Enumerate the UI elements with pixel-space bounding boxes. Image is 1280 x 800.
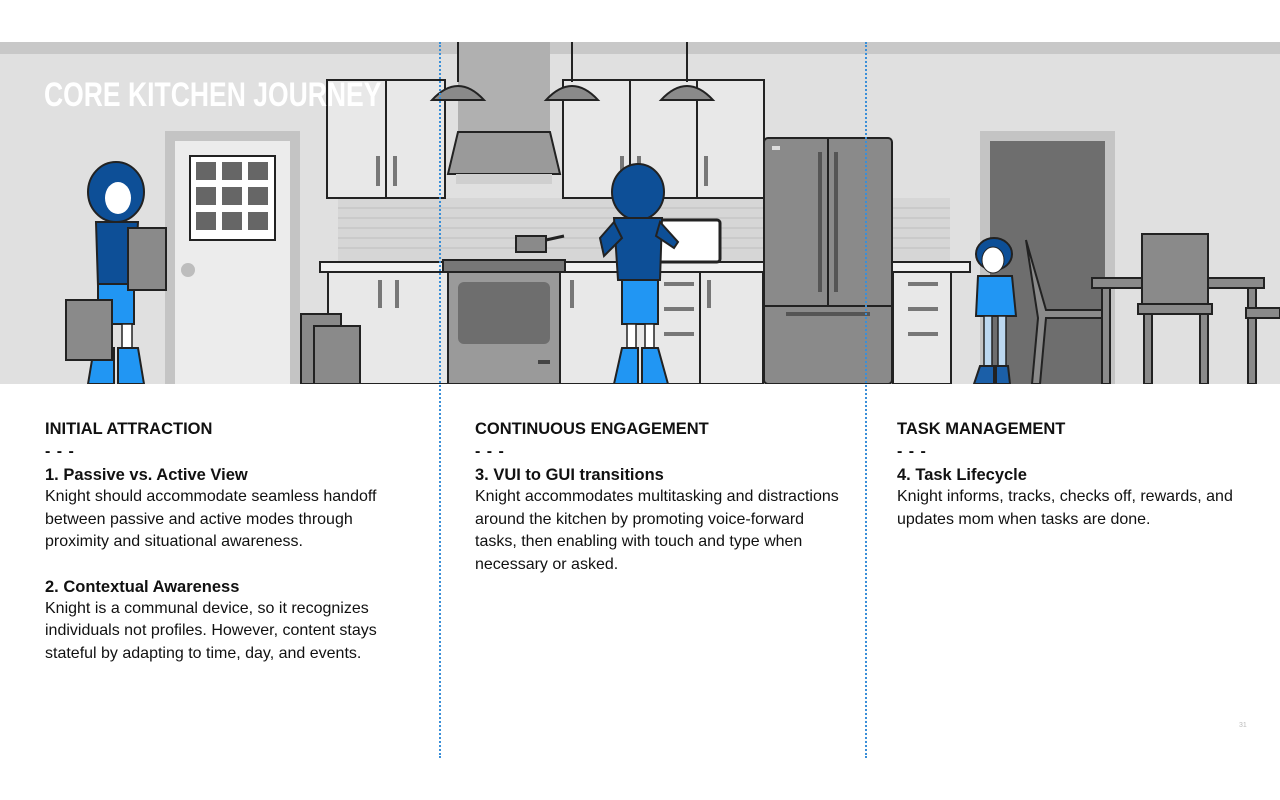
item-title: 3. VUI to GUI transitions — [475, 466, 664, 484]
column-task-management — [897, 418, 1247, 531]
item-title: 4. Task Lifecycle — [897, 466, 1027, 484]
section-divider-dashes: - - - — [45, 443, 75, 460]
item-text: Knight informs, tracks, checks off, rewards, and updates mom when tasks are done. — [897, 488, 1233, 528]
item-title: 1. Passive vs. Active View — [45, 466, 248, 484]
slide-title: CORE KITCHEN JOURNEY — [44, 76, 382, 114]
column-divider-1 — [439, 42, 441, 758]
page-number: 31 — [1239, 722, 1247, 729]
section-heading: CONTINUOUS ENGAGEMENT — [475, 420, 709, 438]
section-divider-dashes: - - - — [897, 443, 927, 460]
section-heading: TASK MANAGEMENT — [897, 420, 1066, 438]
entry-door — [165, 131, 300, 384]
column-divider-2 — [865, 42, 867, 758]
section-divider-dashes: - - - — [475, 443, 505, 460]
column-initial-attraction — [45, 418, 385, 665]
range-hood — [448, 42, 560, 184]
section-heading: INITIAL ATTRACTION — [45, 420, 213, 438]
item-text: Knight accommodates multitasking and distractions around the kitchen by promoting voice-forward tasks, then enabling with touch and type when necessary or asked. — [475, 488, 839, 573]
column-continuous-engagement — [475, 418, 840, 576]
refrigerator — [764, 138, 892, 384]
item-text: Knight is a communal device, so it recognizes individuals not profiles. However, content stays stateful by adapting to time, day, and events. — [45, 599, 377, 662]
item-title: 2. Contextual Awareness — [45, 577, 240, 596]
item-text: Knight should accommodate seamless handoff between passive and active modes through proximity and situational awareness. — [45, 488, 377, 550]
